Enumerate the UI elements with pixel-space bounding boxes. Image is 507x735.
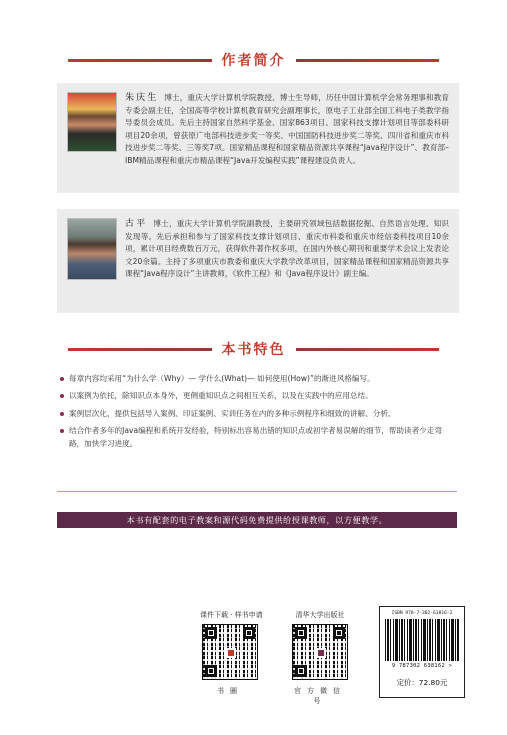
features-list bbox=[60, 373, 450, 455]
qr-finder bbox=[205, 665, 217, 677]
features-section-header bbox=[68, 340, 439, 358]
feature-text: 以案例为依托，除知识点本身外，更侧重知识点之间相互关系，以及在实践中的应用总结。 bbox=[69, 391, 373, 401]
qr-caption: 官方微信号 bbox=[294, 687, 346, 705]
author-card bbox=[57, 209, 459, 313]
qr-block-shuquan bbox=[200, 610, 263, 696]
bullet-icon bbox=[60, 394, 64, 398]
isbn-barcode-box bbox=[379, 606, 465, 698]
qr-finder bbox=[333, 627, 345, 639]
features-section-title: 本书特色 bbox=[212, 339, 296, 359]
barcode-icon bbox=[385, 619, 459, 661]
barcode-digits: 9 787302 638162 > bbox=[391, 663, 453, 669]
author-bio-text: 博士，重庆大学计算机学院教授、博士生导师，历任中国计算机学会常务理事和教育专委会副主任，全国高等学校计算机教育研究会副理事长，原电子工业部全国工科电子类教学指导委员会成员。先后主持国家自然科学基金、国家863项目、国家科技支撑计划项目等部委科研项目20余项，曾获原广电部科技进步奖一等奖、中国国防科技进步奖二等奖、四川省和重庆市科技进步奖二等奖、三等奖7项。国家精品课程和国家精品资源共享课程“Java程序设计”、教育部–IBM精品课程和重庆市精品课程“Java开发编程实践”课程建设负责人。 bbox=[125, 93, 449, 165]
bullet-icon bbox=[60, 429, 64, 433]
qr-label: 清华大学出版社 bbox=[295, 611, 345, 619]
bullet-icon bbox=[60, 377, 64, 381]
qr-finder bbox=[243, 627, 255, 639]
feature-text: 案例层次化，提供包括导入案例、印证案例、实训任务在内的多种示例程序和细致的讲解、分析。 bbox=[69, 408, 396, 418]
author-bio bbox=[125, 92, 449, 185]
feature-text: 结合作者多年的Java编程和系统开发经验，特别标出容易出错的知识点或初学者易误解的细节，帮助读者少走弯路，加快学习进度。 bbox=[69, 426, 442, 448]
author-bio bbox=[125, 218, 449, 305]
qr-code-icon[interactable] bbox=[292, 624, 348, 680]
author-name: 古平 bbox=[125, 219, 148, 229]
isbn-number: ISBN 978-7-302-63816-2 bbox=[391, 611, 453, 616]
list-item bbox=[60, 390, 450, 402]
price-label: 定价：72.80元 bbox=[396, 678, 448, 687]
author-photo bbox=[67, 218, 117, 280]
authors-section-title: 作者简介 bbox=[212, 50, 296, 70]
feature-text: 每章内容均采用“为什么学（Why）— 学什么(What)— 如何使用(How)”的渐进风格编写。 bbox=[69, 374, 375, 383]
teaching-resources-banner: 本书有配套的电子教案和源代码免费提供给授课教师，以方便教学。 bbox=[57, 512, 457, 528]
qr-finder bbox=[205, 627, 217, 639]
list-item bbox=[60, 373, 450, 385]
qr-logo-icon bbox=[316, 648, 326, 658]
qr-block-wechat bbox=[290, 610, 350, 706]
list-item bbox=[60, 408, 450, 420]
authors-section-header bbox=[68, 51, 439, 69]
author-bio-text: 博士，重庆大学计算机学院副教授，主要研究领域包括数据挖掘、自然语言处理、知识发现等。先后承担和参与了国家科技支撑计划项目、重庆市科委和重庆市经信委科技项目10余项，累计项目经费数百万元，获得软件著作权多项，在国内外核心期刊和重要学术会议上发表论文20余篇。主持了多项重庆市教委和重庆大学教学改革项目，国家精品课程和国家精品资源共享课程“Java程序设计”主讲教师，《软件工程》和《Java程序设计》副主编。 bbox=[125, 219, 449, 279]
author-name: 朱庆生 bbox=[125, 93, 159, 103]
qr-label: 课件下载 · 样书申请 bbox=[200, 611, 263, 619]
bullet-icon bbox=[60, 412, 64, 416]
list-item bbox=[60, 425, 450, 450]
qr-finder bbox=[295, 627, 307, 639]
qr-finder bbox=[295, 665, 307, 677]
author-card bbox=[57, 83, 459, 193]
qr-logo-icon bbox=[226, 648, 236, 658]
qr-code-icon[interactable] bbox=[202, 624, 258, 680]
qr-caption: 书圈 bbox=[217, 687, 243, 695]
author-photo bbox=[67, 92, 117, 152]
section-divider bbox=[57, 491, 457, 492]
